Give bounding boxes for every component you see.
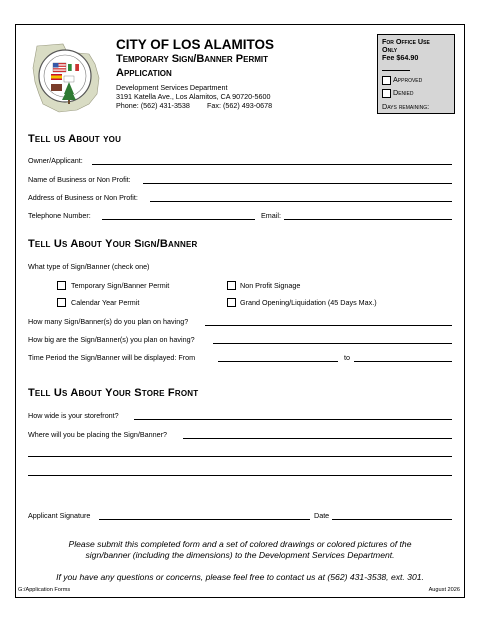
section-about-you-title: Tell us About you	[28, 133, 122, 145]
non-profit-label: Non Profit Signage	[240, 281, 301, 290]
department-phone: Phone: (562) 431-3538	[116, 101, 190, 110]
office-initial-line	[382, 70, 410, 71]
time-period-to-label: to	[344, 353, 350, 362]
applicant-signature-field[interactable]	[99, 519, 310, 520]
denied-label: Denied	[393, 88, 414, 97]
telephone-field[interactable]	[102, 219, 255, 220]
approved-label: Approved	[393, 75, 423, 84]
how-many-field[interactable]	[205, 325, 452, 326]
sign-placement-line-3[interactable]	[28, 475, 452, 476]
grand-opening-label: Grand Opening/Liquidation (45 Days Max.)	[240, 298, 377, 307]
office-use-title: For Office Use	[382, 37, 430, 46]
calendar-year-checkbox[interactable]	[57, 298, 66, 307]
sign-placement-label: Where will you be placing the Sign/Banner?	[28, 430, 168, 439]
non-profit-checkbox[interactable]	[227, 281, 236, 290]
department-fax: Fax: (562) 493-0678	[207, 101, 273, 110]
permit-title-line2: Application	[116, 67, 172, 79]
days-remaining-label: Days remaining:	[382, 102, 430, 111]
how-big-field[interactable]	[213, 343, 452, 344]
applicant-signature-label: Applicant Signature	[28, 511, 91, 520]
time-period-to-field[interactable]	[354, 361, 452, 362]
approved-checkbox[interactable]	[382, 76, 391, 85]
date-label: Date	[314, 511, 330, 520]
owner-label: Owner/Applicant:	[28, 156, 83, 165]
how-many-label: How many Sign/Banner(s) do you plan on having?	[28, 317, 189, 326]
contact-note: If you have any questions or concerns, please feel free to contact us at (562) 431-3538, ext. 301.	[56, 572, 424, 582]
submission-note-line1: Please submit this completed form and a set of colored drawings or colored pictures of the	[68, 539, 412, 549]
permit-title-line1: Temporary Sign/Banner Permit	[116, 53, 268, 65]
storefront-width-label: How wide is your storefront?	[28, 411, 119, 420]
city-title: CITY OF LOS ALAMITOS	[116, 37, 275, 52]
calendar-year-label: Calendar Year Permit	[71, 298, 140, 307]
email-label: Email:	[261, 211, 281, 220]
sign-placement-field[interactable]	[183, 438, 452, 439]
time-period-from-field[interactable]	[218, 361, 338, 362]
sign-placement-line-2[interactable]	[28, 456, 452, 457]
email-field[interactable]	[284, 219, 452, 220]
owner-field[interactable]	[92, 164, 452, 165]
footer-date: August 2026	[428, 587, 460, 593]
footer-file-path: G:/Application Forms	[18, 587, 71, 593]
business-name-field[interactable]	[143, 183, 452, 184]
form-page	[15, 24, 465, 598]
section-store-front-title: Tell Us About Your Store Front	[28, 387, 199, 399]
office-use-box	[377, 34, 455, 114]
city-seal-logo	[29, 34, 111, 118]
submission-note-line2: sign/banner (including the dimensions) to the Development Services Department.	[85, 550, 395, 560]
denied-checkbox[interactable]	[382, 89, 391, 98]
temporary-permit-checkbox[interactable]	[57, 281, 66, 290]
time-period-label: Time Period the Sign/Banner will be displayed: From	[28, 353, 196, 362]
grand-opening-checkbox[interactable]	[227, 298, 236, 307]
date-field[interactable]	[332, 519, 452, 520]
office-use-title2: Only	[382, 45, 398, 54]
sign-type-question: What type of Sign/Banner (check one)	[28, 262, 150, 271]
section-sign-banner-title: Tell Us About Your Sign/Banner	[28, 238, 198, 250]
business-address-label: Address of Business or Non Profit:	[28, 193, 138, 202]
telephone-label: Telephone Number:	[28, 211, 91, 220]
storefront-width-field[interactable]	[134, 419, 452, 420]
business-name-label: Name of Business or Non Profit:	[28, 175, 131, 184]
fee-amount: Fee $64.90	[382, 53, 419, 62]
how-big-label: How big are the Sign/Banner(s) you plan on having?	[28, 335, 195, 344]
department-address: 3191 Katella Ave., Los Alamitos, CA 90720-5600	[116, 92, 271, 101]
department-name: Development Services Department	[116, 83, 228, 92]
business-address-field[interactable]	[150, 201, 452, 202]
temporary-permit-label: Temporary Sign/Banner Permit	[71, 281, 170, 290]
